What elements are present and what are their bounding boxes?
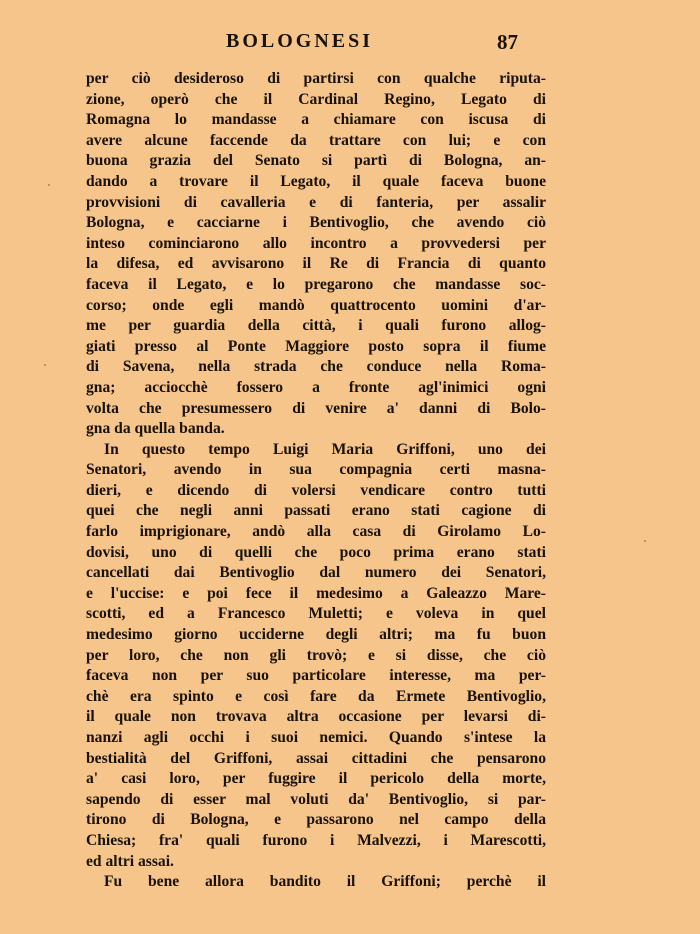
text-line: inteso cominciarono allo incontro a provvedersi per: [86, 234, 546, 252]
text-line: Senatori, avendo in sua compagnia certi masna-: [86, 461, 546, 479]
text-line: zione, operò che il Cardinal Regino, Legato di: [86, 90, 546, 108]
text-line: Fu bene allora bandito il Griffoni; perchè il: [104, 873, 546, 891]
text-line: avere alcune faccende da trattare con lui; e con: [86, 131, 546, 149]
text-line: scotti, ed a Francesco Muletti; e voleva in quel: [86, 605, 546, 623]
text-line: chè era spinto e così fare da Ermete Bentivoglio,: [86, 687, 546, 705]
text-line: Chiesa; fra' quali furono i Malvezzi, i Marescotti,: [86, 831, 546, 849]
text-line: per ciò desideroso di partirsi con qualche riputa-: [86, 70, 546, 87]
text-line: gna; acciocchè fossero a fronte agl'inimici ogni: [86, 378, 546, 396]
text-line: nanzi agli occhi i suoi nemici. Quando s'intese la: [86, 729, 546, 746]
text-line: Romagna lo mandasse a chiamare con iscusa di: [86, 111, 546, 129]
page-number: 87: [497, 30, 518, 54]
body-text: [86, 69, 546, 893]
text-line: Bologna, e cacciarne i Bentivoglio, che avendo ciò: [86, 214, 546, 232]
text-line: per loro, che non gli trovò; e si disse, che ciò: [86, 646, 546, 664]
text-line: provvisioni di cavalleria e di fanteria, per assalir: [86, 193, 546, 211]
paper-speck: [44, 364, 46, 366]
text-line: e l'uccise: e poi fece il medesimo a Galeazzo Mare-: [86, 584, 546, 602]
text-line: cancellati dai Bentivoglio dal numero dei Senatori,: [86, 564, 546, 582]
text-line: faceva non per suo particolare interesse, ma per-: [86, 667, 546, 685]
text-line: me per guardia della città, i quali furono allog-: [86, 317, 546, 335]
paper-speck: [48, 184, 50, 186]
text-line: dando a trovare il Legato, il quale faceva buone: [86, 172, 546, 190]
text-line: tirono di Bologna, e passarono nel campo della: [86, 811, 546, 829]
text-line: buona grazia del Senato si partì di Bologna, an-: [86, 152, 546, 170]
text-line: la difesa, ed avvisarono il Re di Francia di quanto: [86, 255, 546, 273]
text-line: sapendo di esser mal voluti da' Bentivoglio, si par-: [86, 790, 546, 808]
text-line: volta che presumessero di venire a' danni di Bolo-: [86, 399, 546, 417]
running-head: BOLOGNESI: [226, 30, 374, 52]
text-line: dieri, e dicendo di volersi vendicare contro tutti: [86, 481, 546, 499]
text-line: gna da quella banda.: [86, 420, 225, 438]
text-line: a' casi loro, per fuggire il pericolo della morte,: [86, 770, 546, 788]
paper-speck: [644, 540, 646, 542]
text-line: dovisi, uno di quelli che poco prima erano stati: [86, 543, 546, 561]
text-line: In questo tempo Luigi Maria Griffoni, uno dei: [104, 440, 546, 458]
text-line: ed altri assai.: [86, 852, 174, 870]
text-line: bestialità del Griffoni, assai cittadini che pensarono: [86, 749, 546, 767]
text-line: farlo imprigionare, andò alla casa di Girolamo Lo-: [86, 523, 546, 541]
text-line: medesimo giorno ucciderne degli altri; ma fu buon: [86, 626, 546, 644]
page-header: [0, 28, 700, 58]
text-line: quei che negli anni passati erano stati cagione di: [86, 502, 546, 520]
text-line: di Savena, nella strada che conduce nella Roma-: [86, 358, 546, 376]
text-line: il quale non trovava altra occasione per levarsi di-: [86, 708, 546, 726]
text-line: faceva il Legato, e lo pregarono che mandasse soc-: [86, 275, 546, 293]
text-line: giati presso al Ponte Maggiore posto sopra il fiume: [86, 337, 546, 355]
text-line: corso; onde egli mandò quattrocento uomini d'ar-: [86, 296, 546, 314]
